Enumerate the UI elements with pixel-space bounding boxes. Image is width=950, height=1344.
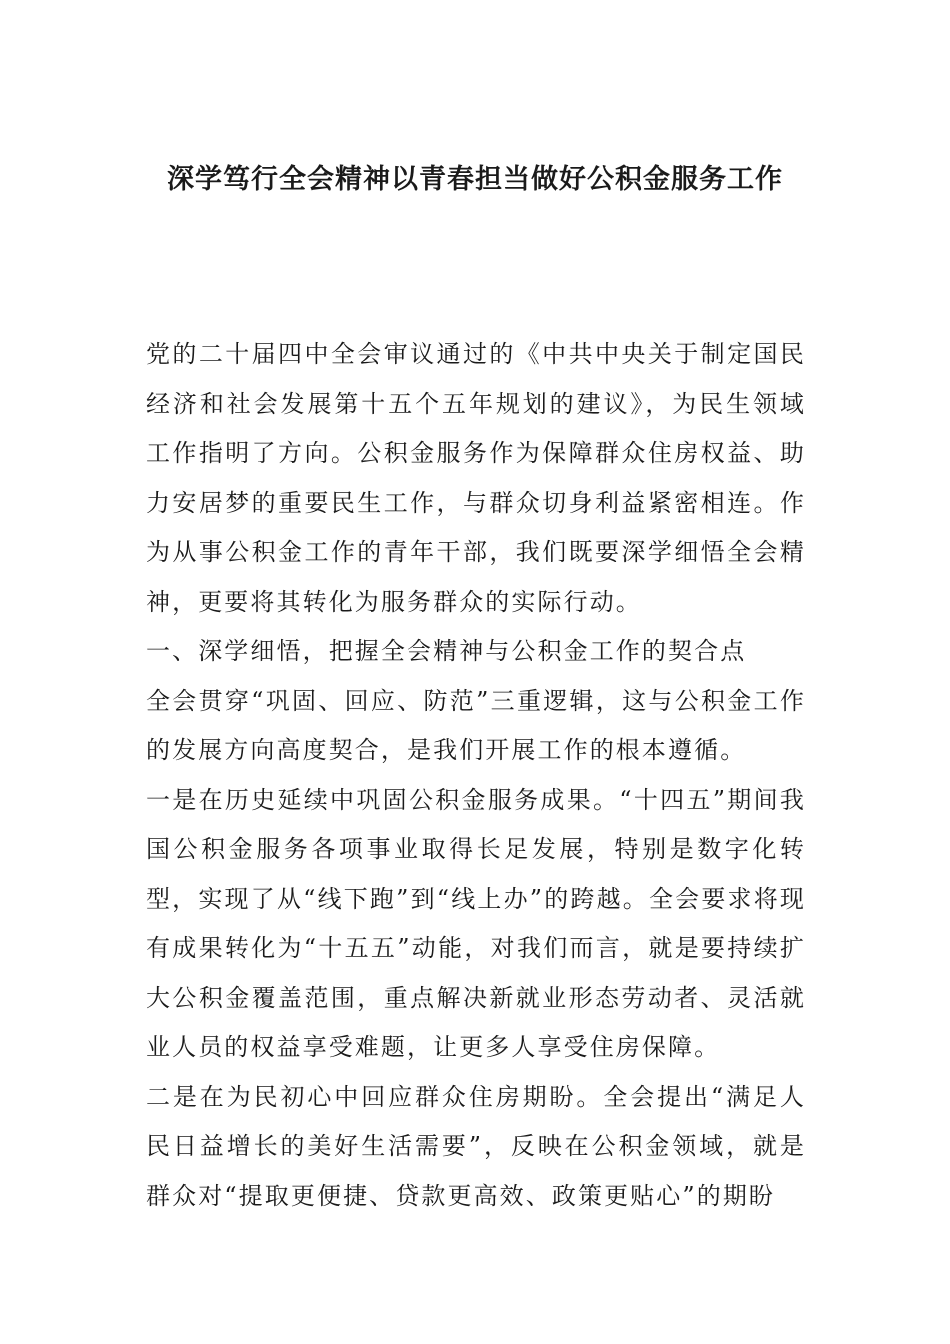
intro-paragraph: 党的二十届四中全会审议通过的《中共中央关于制定国民经济和社会发展第十五个五年规划的建议》，为民生领域工作指明了方向。公积金服务作为保障群众住房权益、助力安居梦的重要民生工作，与群众切身利益紧密相连。作为从事公积金工作的青年干部，我们既要深学细悟全会精神，更要将其转化为服务群众的实际行动。 xyxy=(146,340,806,616)
document-body xyxy=(146,330,806,1221)
point-two-paragraph: 二是在为民初心中回应群众住房期盼。全会提出“满足人民日益增长的美好生活需要”，反映在公积金领域，就是群众对“提取更便捷、贷款更高效、政策更贴心”的期盼 xyxy=(146,1082,806,1210)
section-summary-paragraph: 全会贯穿“巩固、回应、防范”三重逻辑，这与公积金工作的发展方向高度契合，是我们开展工作的根本遵循。 xyxy=(146,686,806,764)
document-title: 深学笃行全会精神以青春担当做好公积金服务工作 xyxy=(167,164,783,195)
section-heading: 一、深学细悟，把握全会精神与公积金工作的契合点 xyxy=(146,637,747,665)
point-one-paragraph: 一是在历史延续中巩固公积金服务成果。“十四五”期间我国公积金服务各项事业取得长足发展，特别是数字化转型，实现了从“线下跑”到“线上办”的跨越。全会要求将现有成果转化为“十五五”动能，对我们而言，就是要持续扩大公积金覆盖范围，重点解决新就业形态劳动者、灵活就业人员的权益享受难题，让更多人享受住房保障。 xyxy=(146,785,806,1061)
